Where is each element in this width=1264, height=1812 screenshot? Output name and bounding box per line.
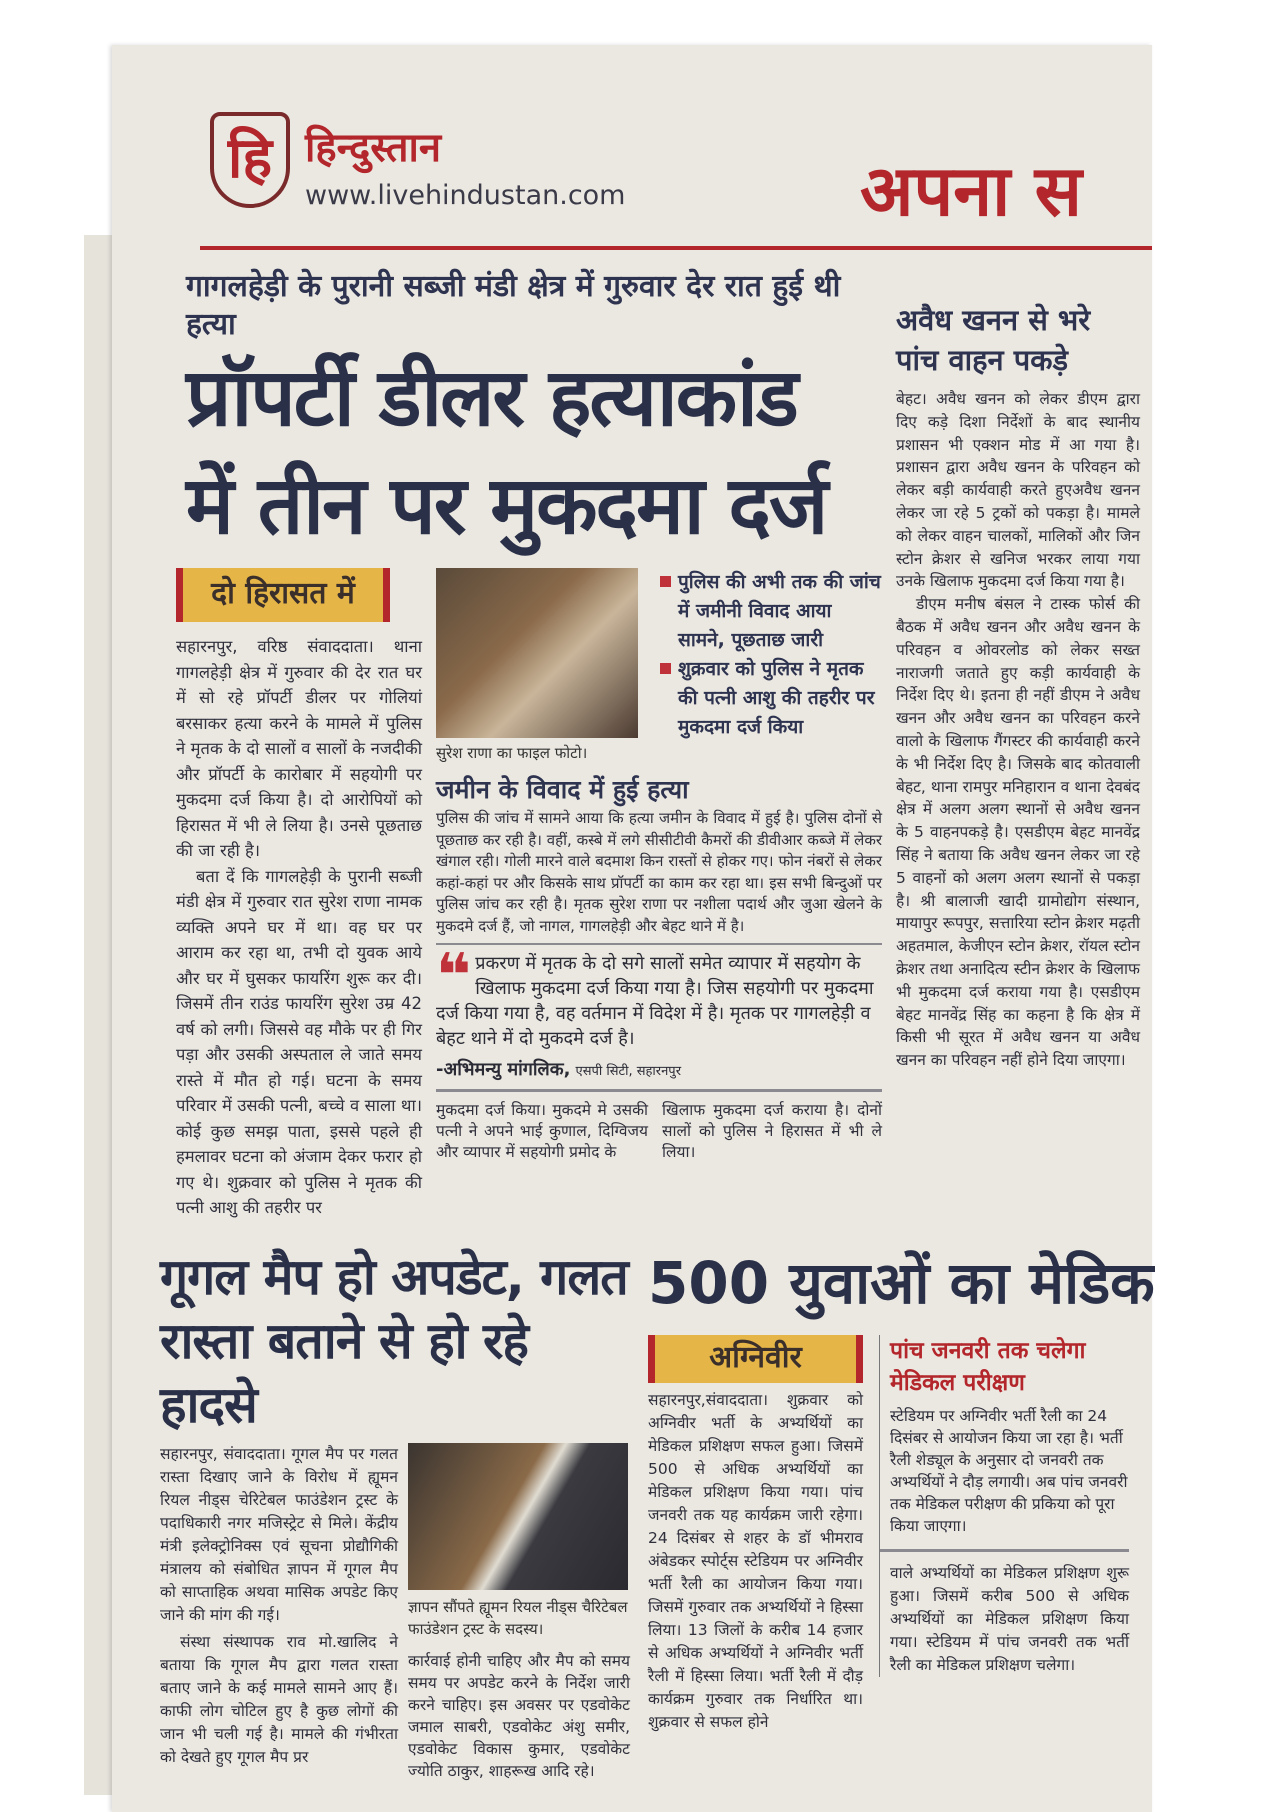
newspaper-url: www.livehindustan.com (305, 180, 626, 211)
lead-highlights (660, 568, 882, 742)
google-paragraph-1: सहारनपुर, संवाददाता। गूगल मैप पर गलत रास्ता दिखाए जाने के विरोध में ह्यूमन रियल नीड्स चेरिटेबल फाउंडेशन ट्रस्ट के पदाधिकारी नगर मजिस्ट्रेट से मिले। केंद्रीय मंत्री इलेक्ट्रोनिक्स एवं सूचना प्रोद्यौगिकी मंत्रालय को संबोधित ज्ञापन में गूगल मैप को साप्ताहिक अथवा मासिक अपडेट किए जाने की मांग की गई। (160, 1444, 398, 1624)
lead-left-column (176, 568, 422, 1221)
mining-paragraph-2: डीएम मनीष बंसल ने टास्क फोर्स की बैठक में अवैध खनन और अवैध खनन के परिवहन व ओवरलोड को लेकर सख्त नाराजगी जताते हुए कड़ी कार्यवाही के निर्देश दिए थे। इतना ही नहीं डीएम ने अवैध खनन और अवैध खनन का परिवहन करने वालो के खिलाफ गैंगस्टर की कार्यवाही करने के भी निर्देश दिए है। जिसके बाद कोतवाली बेहट, थाना रामपुर मनिहारान व थाना देवबंद क्षेत्र में अलग अलग स्थानों से अवैध खनन के 5 वाहनपकड़े है। एसडीएम बेहट मानवेंद्र सिंह ने बताया कि अवैध खनन लेकर जा रहे 5 वाहनों को अलग अलग स्थानों से पकड़ा है। श्री बालाजी खादी ग्रामोद्योग संस्थान, मायापुर रूपपुर, सत्तारिया स्टोन क्रेशर मढ़ती अहतमाल, केजीएन स्टोन क्रेशर, रॉयल स्टोन क्रेशर तथा अनादित्य स्टीन क्रेशर के खिलाफ भी मुकदमा दर्ज कराया गया है। एसडीएम बेहट मानवेंद्र सिंह का कहना है कि क्षेत्र में किसी भी सूरत में अवैध खनन या अवैध खनन का परिवहन नहीं होने दिया जाएगा। (896, 595, 1140, 1070)
divider (880, 1549, 1129, 1552)
photo-caption: सुरेश राणा का फाइल फोटो। (436, 744, 588, 762)
mining-story (896, 300, 1140, 1072)
quote-icon: ❝ (436, 951, 472, 1011)
bullet-icon (660, 576, 671, 587)
lead-story (176, 268, 882, 1221)
lead-body-continued: मुकदमा दर्ज किया। मुकदमे मे उसकी पत्नी ने अपने भाई कुणाल, दिग्विजय और व्यापार में सहयोगी प्रमोद के (436, 1101, 648, 1161)
photo-block (436, 568, 638, 764)
newspaper-page (112, 45, 1155, 1812)
lead-body (176, 634, 422, 1221)
google-paragraph-2: संस्था संस्थापक राव मो.खालिद ने बताया कि गूगल मैप द्वारा गलत रास्ता बताए जाने के कई मामले सामने आए हैं। काफी लोग चोटिल हुए है कुछ लोगों की जान भी चली गई है। मामले की गंभीरता को देखते हुए गूगल मैप प्रर (160, 1632, 398, 1766)
divider (436, 1089, 882, 1092)
medical-box-headline: पांच जनवरी तक चलेगा मेडिकल परीक्षण (890, 1337, 1086, 1396)
agniveer-right-column (879, 1335, 1129, 1677)
lead-headline-2: में तीन पर मुकदमा दर्ज (186, 459, 827, 552)
google-body-continued: कार्रवाई होनी चाहिए और मैप को समय समय पर अपडेट करने के निर्देश जारी करने चाहिए। इस अवसर पर एडवोकेट जमाल साबरी, एडवोकेट अंशु समीर, एडवोकेट विकास कुमार, एडवोकेट ज्योति ठाकुर, शाहरूख आदि रहे। (408, 1651, 630, 1780)
lead-paragraph-2: बता दें कि गागलहेड़ी के पुरानी सब्जी मंडी क्षेत्र में गुरुवार रात सुरेश राणा नामक व्यक्ति अपने घर में था। वह घर पर आराम कर रहा था, तभी दो युवक आये और घर में घुसकर फायरिंग शुरू कर दी। जिसमें तीन राउंड फायरिंग सुरेश उम्र 42 वर्ष को लगी। जिससे वह मौके पर ही गिर पड़ा और उसकी अस्पताल ले जाते समय रास्ते में मौत हो गई। घटना के समय परिवार में उसकी पत्नी, बच्चे व साला था। कोई कुछ समझ पाता, इससे पहले ही हमलावर घटना को अंजाम देकर फरार हो गए थे। शुक्रवार को पुलिस ने मृतक की पत्नी आशु की तहरीर पर (176, 866, 422, 1217)
lead-columns (176, 568, 882, 1221)
land-dispute-subheading: जमीन के विवाद में हुई हत्या (436, 775, 689, 804)
highlight-item: पुलिस की अभी तक की जांच में जमीनी विवाद आया सामने, पूछताछ जारी (660, 568, 882, 655)
edition-title: अपना स (860, 150, 1082, 232)
sp-quote (436, 951, 882, 1081)
agniveer-headline: 500 युवाओं का मेडिक (648, 1248, 1155, 1317)
masthead (112, 112, 1152, 248)
header-rule (200, 246, 1152, 250)
google-columns (160, 1443, 630, 1782)
highlight-item: शुक्रवार को पुलिस ने मृतक की पत्नी आशु की तहरीर पर मुकदमा दर्ज किया (660, 655, 882, 742)
bottom-section (112, 1245, 1155, 1782)
hindustan-logo-icon: हि (210, 112, 290, 208)
lead-headline-1: प्रॉपर्टी डीलर हत्याकांड (186, 351, 797, 444)
land-dispute-body: पुलिस की जांच में सामने आया कि हत्या जमीन के विवाद में हुई है। पुलिस दोनों से पूछताछ कर रही है। वहीं, कस्बे में लगे सीसीटीवी कैमरों की डीवीआर कब्जे में लेकर खंगाल रही। गोली मारने वाले बदमाश किन रास्तों से होकर गए। फोन नंबरों से लेकर कहां-कहां पर और किसके साथ प्रॉपर्टी का काम कर रहा था। इस सभी बिन्दुओं पर पुलिस जांच कर रही है। मृतक सुरेश राणा पर नशीला पदार्थ और जुआ खेलने के मुकदमे दर्ज हैं, जो नागल, गागलहेड़ी और बेहट थाने में है। (436, 809, 882, 935)
lead-body-end: खिलाफ मुकदमा दर्ज कराया है। दोनों सालों को पुलिस ने हिरासत में भी ले लिया। (662, 1101, 882, 1161)
mining-body (896, 388, 1140, 1072)
agniveer-body-end: वाले अभ्यर्थियों का मेडिकल प्रशिक्षण शुरू हुआ। जिसमें करीब 500 से अधिक अभ्यर्थियों का मेडिकल प्रशिक्षण किया गया। स्टेडियम में पांच जनवरी तक भर्ती रैली का मेडिकल प्रशिक्षण चलेगा। (890, 1563, 1129, 1674)
agniveer-columns (648, 1335, 1155, 1734)
memorandum-photo (408, 1443, 628, 1590)
lead-paragraph-1: सहारनपुर, वरिष्ठ संवाददाता। थाना गागलहेड़ी क्षेत्र में गुरुवार की देर रात घर में सो रहे प्रॉपर्टी डीलर पर गोलियां बरसाकर हत्या करने के मामले में पुलिस ने मृतक के दो सालों व सालों के नजदीकी और प्रॉपर्टी के कारोबार में सहयोगी पर मुकदमा दर्ज किया है। दो आरोपियों को हिरासत में भी ले लिया है। उनसे पूछताछ की जा रही है। (176, 637, 422, 860)
google-body (160, 1443, 398, 1769)
lead-continuation (436, 1100, 882, 1163)
google-right-column (408, 1443, 630, 1782)
google-headline: गूगल मैप हो अपडेट, गलत रास्ता बताने से हो रहे हादसे (160, 1247, 628, 1434)
bullet-icon (660, 663, 671, 674)
newspaper-name: हिन्दुस्तान (305, 125, 442, 171)
lead-section (112, 268, 1152, 1221)
agniveer-story (648, 1245, 1155, 1734)
mining-paragraph-1: बेहट। अवैध खनन को लेकर डीएम द्वारा दिए कड़े दिशा निर्देशों के बाद स्थानीय प्रशासन भी एक्शन मोड में आ गया है। प्रशासन द्वारा अवैध खनन के परिवहन को लेकर बड़ी कार्यवाही करते हुएअवैध खनन लेकर जा रहे 5 ट्रकों को पकड़ा है। मामले को लेकर वाहन चालकों, मालिकों और जिन स्टोन क्रेशर से खनिज भरकर लाया गया उनके खिलाफ मुकदमा दर्ज किया गया है। (896, 390, 1140, 591)
memorandum-caption: ज्ञापन सौंपते ह्यूमन रियल नीड्स चैरिटेबल फाउंडेशन ट्रस्ट के सदस्य। (408, 1597, 628, 1638)
lead-kicker: गागलहेड़ी के पुरानी सब्जी मंडी क्षेत्र में गुरुवार देर रात हुई थी हत्या (186, 269, 841, 342)
agniveer-left-column (648, 1335, 863, 1734)
agniveer-body: सहारनपुर,संवाददाता। शुक्रवार को अग्निवीर भर्ती के अभ्यर्थियों का मेडिकल प्रशिक्षण सफल हुआ। जिसमें 500 से अधिक अभ्यर्थियों का मेडिकल प्रशिक्षण किया गया। पांच जनवरी तक यह कार्यक्रम जारी रहेगा। 24 दिसंबर से शहर के डॉ भीमराव अंबेडकर स्पोर्ट्स स्टेडियम पर अग्निवीर भर्ती रैली का आयोजन किया गया। जिसमें गुरुवार तक अभ्यर्थियों ने हिस्सा लिया। 13 जिलों के करीब 14 हजार से अधिक अभ्यर्थियों ने अग्निवीर भर्ती रैली में हिस्सा लिया। भर्ती रैली में दौड़ कार्यक्रम गुरुवार तक निर्धारित था। शुक्रवार से सफल होने (648, 1390, 863, 1731)
divider (436, 943, 882, 945)
mining-headline: अवैध खनन से भरे पांच वाहन पकड़े (896, 303, 1091, 377)
custody-label: दो हिरासत में (176, 568, 390, 622)
quote-role: एसपी सिटी, सहारनपुर (575, 1064, 682, 1079)
quote-author: -अभिमन्यु मांगलिक, (436, 1059, 571, 1080)
medical-box-body: स्टेडियम पर अग्निवीर भर्ती रैली का 24 दिसंबर से आयोजन किया जा रहा है। भर्ती रैली शेड्यूल के अनुसार दो जनवरी तक अभ्यर्थियों ने दौड़ लगायी। अब पांच जनवरी तक मेडिकल परीक्षण की प्रकिया को पूरा किया जाएगा। (890, 1406, 1128, 1535)
agniveer-label: अग्निवीर (648, 1335, 863, 1383)
photo-and-highlights (436, 568, 882, 764)
quote-text: प्रकरण में मृतक के दो सगे सालों समेत व्यापार में सहयोग के खिलाफ मुकदमा दर्ज किया गया है। जिस सहयोगी पर मुकदमा दर्ज किया गया है, वह वर्तमान में विदेश में है। मृतक पर गागलहेड़ी व बेहट थाने में दो मुकदमे दर्ज है। (436, 953, 874, 1049)
lead-middle-column (436, 568, 882, 1163)
suresh-rana-photo (436, 568, 638, 738)
google-story (160, 1245, 630, 1782)
